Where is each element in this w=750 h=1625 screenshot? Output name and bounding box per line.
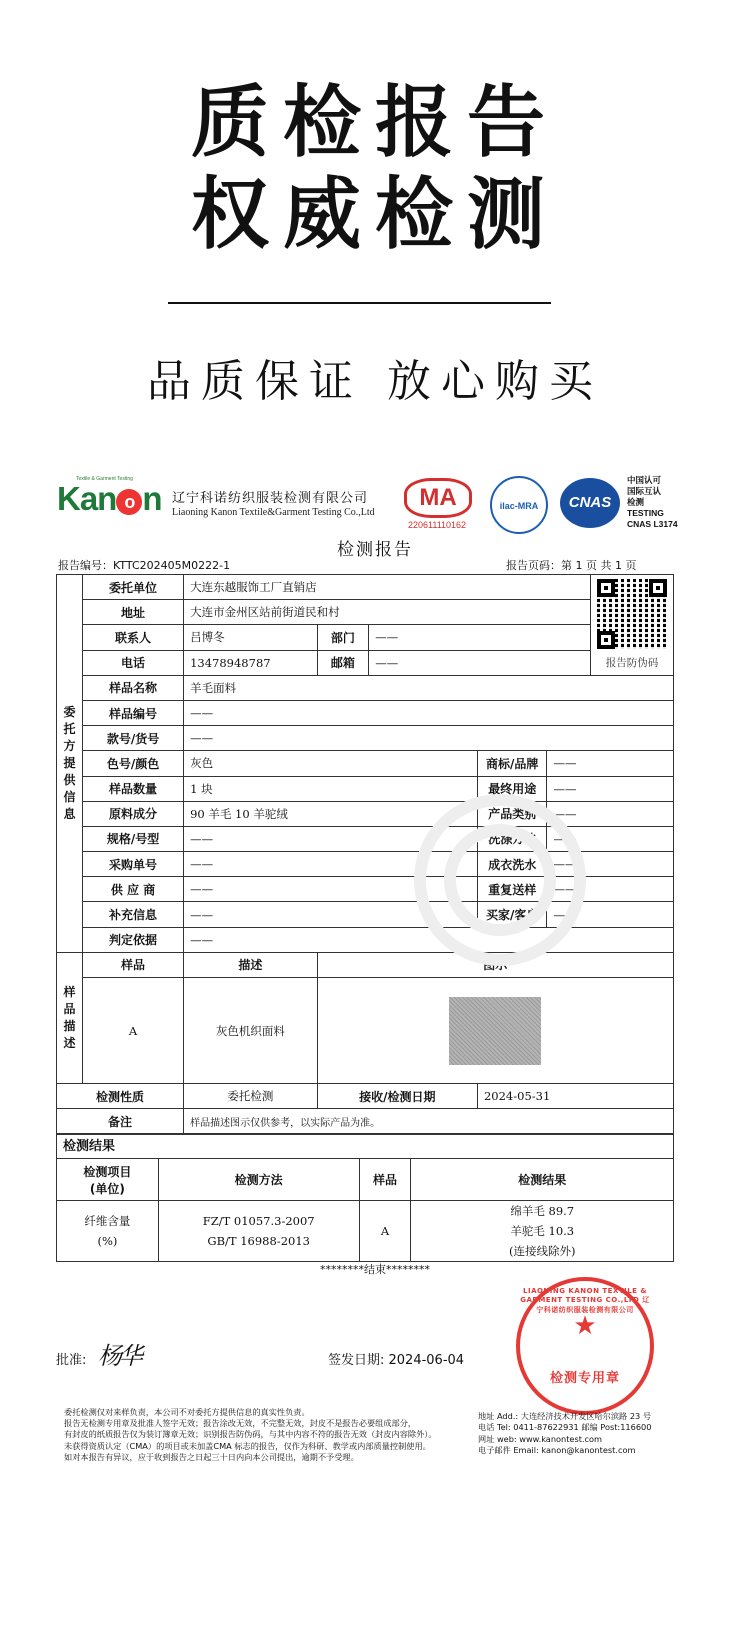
sample-no-value: —— [184,700,674,725]
brand-label: 商标/品牌 [477,751,547,776]
end-mark: ********结束******** [320,1263,430,1276]
sample-image-cell [317,978,673,1084]
seal-text: 检测专用章 [549,1371,620,1386]
ilac-mra-logo: ilac-MRA [490,476,548,534]
disclaimer-line: 报告无检测专用章及批准人签字无效；报告涂改无效，不完整无效，封皮不是报告必要组成部分， [64,1418,417,1429]
hero-slogan: 品质保证 放心购买 [147,356,603,407]
sample-name-value: 羊毛面料 [184,675,674,700]
sample-no-label: 样品编号 [82,700,183,725]
kanon-logo [57,480,162,518]
cnas-text-line: 中国认可 [627,475,662,485]
disclaimer-line: 有封皮的纸质报告仅为装订簿章无效；识别报告防伪码，与其中内容不符的报告无效（封皮内容除外）。 [64,1429,437,1440]
sample-desc-side-text: 样 品 描 述 [63,984,76,1050]
col-desc: 描述 [184,952,318,977]
hero-title-line1: 质检报告 [190,78,559,168]
qty-value: 1 块 [184,776,478,801]
sample-name-label: 样品名称 [82,675,183,700]
supplier-value: —— [184,877,478,902]
phone-label: 电话 [82,650,183,675]
result-line1: 绵羊毛 89.7 [510,1204,575,1218]
result-line3: (连接线除外) [508,1244,576,1258]
seal-ring-text: LIAONING KANON TEXTILE & GARMENT TESTING CO.,LTD 辽宁科诺纺织服装检测有限公司 [520,1287,650,1314]
supplier-label: 供 应 商 [82,877,183,902]
results-section-label: 检测结果 [56,1134,674,1158]
use-value: —— [547,776,674,801]
hero-title-line2: 权威检测 [190,170,559,260]
wash-label: 洗涤方法 [477,826,547,851]
col-result: 检测结果 [411,1159,674,1201]
spec-value: —— [184,826,478,851]
cma-number: 220611110162 [408,520,467,530]
dept-label: 部门 [317,625,369,650]
sample-description: 灰色机织面料 [184,978,318,1084]
disclaimer [64,1407,464,1463]
lab-name-en: Liaoning Kanon Textile&Garment Testing Co.,Ltd [172,507,375,518]
composition-value: 90 羊毛 10 羊驼绒 [184,801,478,826]
report-page: 报告页码：第 1 页 共 1 页 [506,559,637,572]
contact-info [478,1411,708,1457]
cnas-logo: CNAS [560,478,620,528]
result-value [411,1201,674,1262]
contact-value: 吕博冬 [184,625,318,650]
extra-value: —— [184,902,478,927]
dept-value: —— [369,625,591,650]
qr-cell [590,575,673,676]
cnas-text [627,475,678,530]
result-sample: A [359,1201,411,1262]
cnas-text-line: 检测 [627,497,645,507]
results-table [56,1158,674,1262]
repeat-label: 重复送样 [477,877,547,902]
color-value: 灰色 [184,751,478,776]
kanon-logo-o: o [116,489,142,515]
result-method-line1: FZ/T 01057.3-2007 [202,1214,315,1228]
address-label: 地址 [82,600,183,625]
po-value: —— [184,852,478,877]
lab-name-cn: 辽宁科诺纺织服装检测有限公司 [172,491,369,506]
buyer-value: —— [547,902,674,927]
fabric-swatch-image [449,997,541,1065]
official-seal [516,1277,654,1415]
phone-value: 13478948787 [184,650,318,675]
garment-wash-value: —— [547,852,674,877]
report-title: 检测报告 [337,540,413,560]
disclaimer-line: 未获得资质认定（CMA）的项目或未加盖CMA 标志的报告，仅作为科研、教学或内部质量控制使用。 [64,1440,431,1451]
cnas-text-line: TESTING [627,508,664,518]
contact-label: 联系人 [82,625,183,650]
issue-date: 签发日期: 2024-06-04 [328,1353,465,1368]
disclaimer-line: 如对本报告有异议，应于收到报告之日起三十日内向本公司提出，逾期不予受理。 [64,1451,359,1462]
result-item-line2: (%) [97,1234,118,1248]
signature: 杨华 [98,1342,140,1370]
report-number: 报告编号：KTTC202405M0222-1 [58,559,231,572]
result-item-line1: 纤维含量 [84,1214,131,1228]
style-value: —— [184,726,674,751]
postcode-value: —— [369,650,591,675]
composition-label: 原料成分 [82,801,183,826]
date-value: 2024-05-31 [477,1084,673,1109]
contact-address: 地址 Add.: 大连经济技术开发区哈尔滨路 23 号 [478,1411,652,1421]
contact-web: 网址 web: www.kanontest.com [478,1433,603,1444]
brand-value: —— [547,751,674,776]
sample-desc-side-label [57,952,83,1083]
cma-logo: MA [404,478,472,518]
client-label: 委托单位 [82,575,183,600]
use-label: 最终用途 [477,776,547,801]
qr-label: 报告防伪码 [605,657,659,670]
cnas-text-line: 国际互认 [627,486,662,496]
col-item-line2: (单位) [89,1181,125,1196]
disclaimer-line: 委托检测仅对来样负责，本公司不对委托方提供信息的真实性负责。 [64,1407,310,1417]
commission-side-text: 委 托 方 提 供 信 息 [63,704,76,821]
qty-label: 样品数量 [82,776,183,801]
col-method: 检测方法 [158,1159,359,1201]
col-result-sample: 样品 [359,1159,411,1201]
basis-label: 判定依据 [82,927,183,952]
seal-star-icon: ★ [573,1311,597,1341]
note-value: 样品描述图示仅供参考，以实际产品为准。 [184,1109,674,1134]
color-label: 色号/颜色 [82,751,183,776]
col-item-line1: 检测项目 [83,1164,132,1179]
wash-value: —— [547,826,674,851]
kanon-logo-suffix: n [142,480,162,517]
style-label: 款号/货号 [82,726,183,751]
nature-value: 委托检测 [184,1084,318,1109]
approve-label: 批准: [56,1353,87,1368]
repeat-value: —— [547,877,674,902]
address-value: 大连市金州区站前街道民和村 [184,600,591,625]
garment-wash-label: 成衣洗水 [477,852,547,877]
po-label: 采购单号 [82,852,183,877]
qr-code-icon [597,579,667,649]
category-value: —— [547,801,674,826]
qr-corner [649,579,667,597]
kanon-logo-subtitle: Textile & Garment Testing [76,476,133,482]
buyer-label: 买家/客户 [477,902,547,927]
result-method [158,1201,359,1262]
category-label: 产品类别 [477,801,547,826]
result-item [57,1201,159,1262]
result-line2: 羊驼毛 10.3 [510,1224,575,1238]
result-method-line2: GB/T 16988-2013 [207,1234,310,1248]
col-image: 图示 [317,952,673,977]
kanon-logo-prefix: Kan [57,480,117,517]
contact-email: 电子邮件 Email: kanon@kanontest.com [478,1445,636,1456]
col-sample: 样品 [82,952,183,977]
hero-divider [168,302,551,304]
client-value: 大连东越服饰工厂直销店 [184,575,591,600]
note-label: 备注 [57,1109,184,1134]
qr-corner [597,631,615,649]
col-item [57,1159,159,1201]
commission-table [56,574,674,1134]
spec-label: 规格/号型 [82,826,183,851]
date-label: 接收/检测日期 [317,1084,477,1109]
qr-corner [597,579,615,597]
commission-side-label [57,575,83,953]
contact-phone: 电话 Tel: 0411-87622931 邮编 Post:116600 [478,1422,652,1433]
basis-value: —— [184,927,674,952]
sample-id: A [82,978,183,1084]
nature-label: 检测性质 [57,1084,184,1109]
extra-label: 补充信息 [82,902,183,927]
postcode-label: 邮箱 [317,650,369,675]
cnas-text-line: CNAS L3174 [627,519,678,529]
